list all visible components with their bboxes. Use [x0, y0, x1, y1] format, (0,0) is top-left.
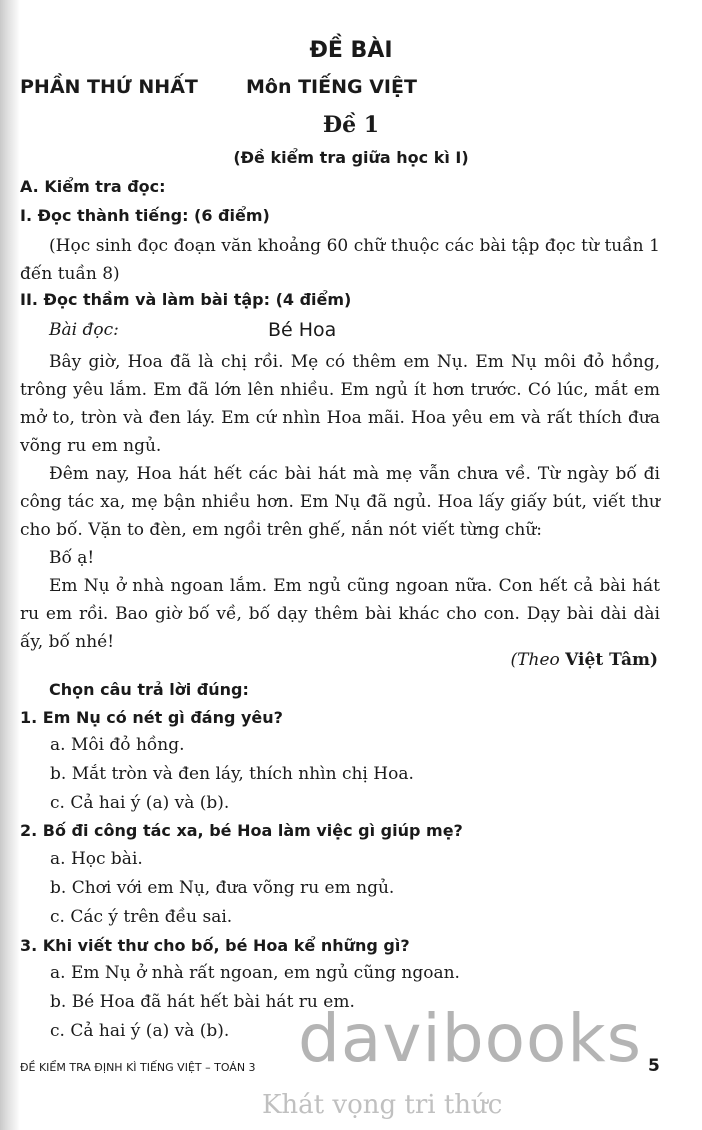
watermark-slogan: Khát vọng tri thức — [262, 1090, 503, 1120]
source-prefix: (Theo — [510, 650, 560, 670]
question-1: 1. Em Nụ có nét gì đáng yêu? — [20, 708, 283, 727]
passage-paragraph: Bố ạ! — [49, 548, 95, 568]
reading-label: Bài đọc: — [49, 320, 119, 340]
reading-title: Bé Hoa — [268, 319, 337, 341]
part-i-note: (Học sinh đọc đoạn văn khoảng 60 chữ thuộc các bài tập đọc từ tuần 1 đến tuần 8) — [20, 236, 660, 284]
question-1-option-a: a. Môi đỏ hồng. — [50, 735, 185, 755]
questions-instruction: Chọn câu trả lời đúng: — [49, 680, 249, 699]
passage-paragraph: Đêm nay, Hoa hát hết các bài hát mà mẹ vẫn chưa về. Từ ngày bố đi công tác xa, mẹ bận nhiều hơn. Em Nụ đã ngủ. Hoa lấy giấy bút, viết thư cho bố. Vặn to đèn, em ngồi trên ghế, nắn nót viết từng chữ: — [20, 464, 660, 540]
passage-paragraph: Em Nụ ở nhà ngoan lắm. Em ngủ cũng ngoan nữa. Con hết cả bài hát ru em rồi. Bao giờ bố về, bố dạy thêm bài khác cho con. Dạy bài dài dài ấy, bố nhé! — [20, 576, 660, 652]
part-label: PHẦN THỨ NHẤT — [20, 76, 198, 98]
reading-passage — [20, 348, 660, 656]
question-2: 2. Bố đi công tác xa, bé Hoa làm việc gì giúp mẹ? — [20, 821, 463, 840]
page-title: ĐỀ BÀI — [309, 38, 393, 63]
source-author: Việt Tâm) — [565, 650, 658, 670]
watermark-logo: davibooks — [298, 1000, 642, 1077]
question-1-option-c: c. Cả hai ý (a) và (b). — [50, 793, 230, 813]
question-3: 3. Khi viết thư cho bố, bé Hoa kể những gì? — [20, 936, 410, 955]
passage-source — [511, 650, 658, 670]
exam-subtitle: (Đề kiểm tra giữa học kì I) — [233, 148, 469, 167]
question-3-option-a: a. Em Nụ ở nhà rất ngoan, em ngủ cũng ngoan. — [50, 963, 460, 983]
question-2-option-b: b. Chơi với em Nụ, đưa võng ru em ngủ. — [50, 878, 395, 898]
question-2-option-c: c. Các ý trên đều sai. — [50, 907, 233, 927]
subject-label: Môn TIẾNG VIỆT — [246, 76, 417, 98]
page-number: 5 — [648, 1056, 660, 1076]
footer-book-title: ĐỀ KIỂM TRA ĐỊNH KÌ TIẾNG VIỆT – TOÁN 3 — [20, 1061, 256, 1074]
part-ii-heading: II. Đọc thầm và làm bài tập: (4 điểm) — [20, 290, 352, 309]
question-2-option-a: a. Học bài. — [50, 849, 143, 869]
question-3-option-c: c. Cả hai ý (a) và (b). — [50, 1021, 230, 1041]
page-binding-shadow — [0, 0, 20, 1130]
exam-number: Đề 1 — [322, 112, 380, 138]
question-1-option-b: b. Mắt tròn và đen láy, thích nhìn chị Hoa. — [50, 764, 414, 784]
passage-paragraph: Bây giờ, Hoa đã là chị rồi. Mẹ có thêm em Nụ. Em Nụ môi đỏ hồng, trông yêu lắm. Em đã lớn lên nhiều. Em ngủ ít hơn trước. Có lúc, mắt em mở to, tròn và đen láy. Em cứ nhìn Hoa mãi. Hoa yêu em và rất thích đưa võng ru em ngủ. — [20, 352, 660, 456]
question-3-option-b: b. Bé Hoa đã hát hết bài hát ru em. — [50, 992, 355, 1012]
section-a-heading: A. Kiểm tra đọc: — [20, 177, 166, 196]
part-i-heading: I. Đọc thành tiếng: (6 điểm) — [20, 206, 270, 225]
